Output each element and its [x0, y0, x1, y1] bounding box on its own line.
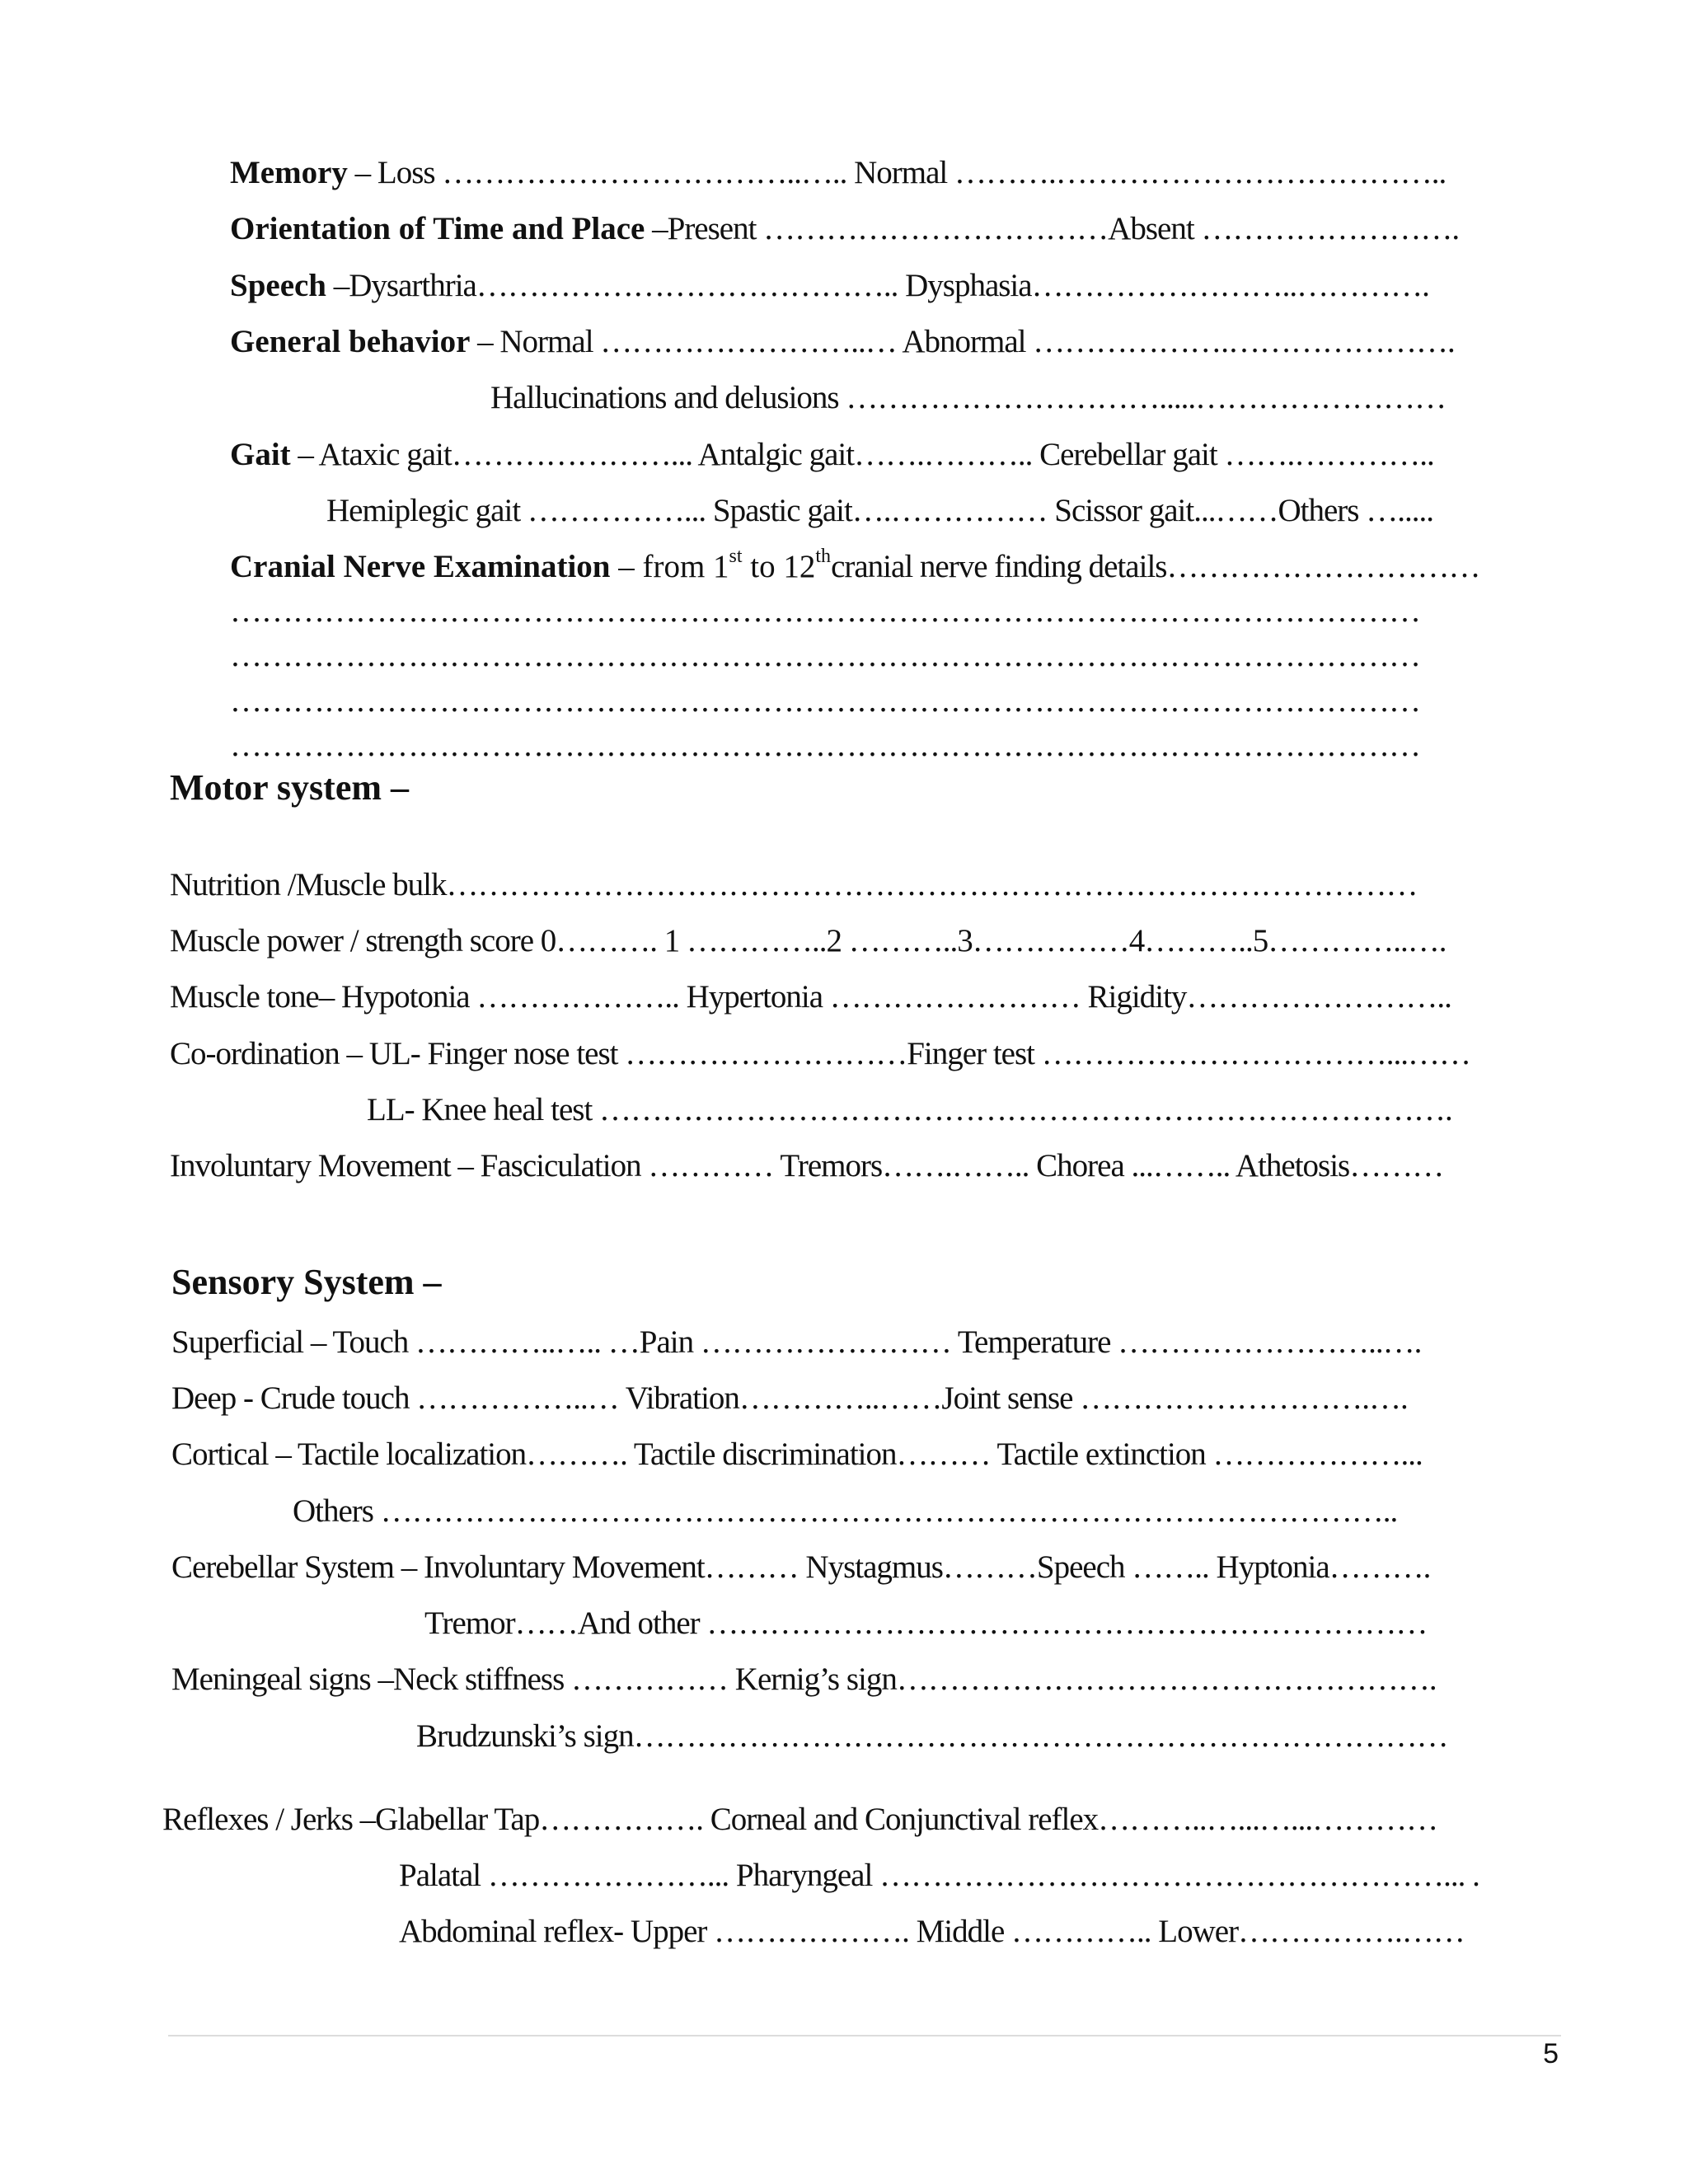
cerebellar-line: Cerebellar System – Involuntary Movement……… Nystagmus………Speech …….. Hyptonia………. [171, 1549, 1431, 1585]
speech-options: –Dysarthria………………………………….. Dysphasia……………………..…………. [326, 268, 1429, 303]
speech-label: Speech [230, 268, 326, 303]
reflexes-line: Reflexes / Jerks –Glabellar Tap……………. Corneal and Conjunctival reflex………..…...…...………… [162, 1802, 1438, 1837]
sensory-others-line: Others …………………………………………………………………………………….. [293, 1493, 1398, 1529]
behavior-line [230, 322, 1455, 362]
orientation-line [230, 209, 1459, 249]
involuntary-line: Involuntary Movement – Fasciculation ………… Tremors…….…….. Chorea ...…….. Athetosis……… [170, 1148, 1444, 1183]
coordination-line: Co-ordination – UL- Finger nose test ………………………Finger test ……………………………...…… [170, 1036, 1470, 1071]
cranial-post: cranial nerve finding details………………………… [831, 549, 1480, 584]
tone-line: Muscle tone– Hypotonia ……………….. Hypertonia …………………… Rigidity…………………….. [170, 979, 1451, 1015]
footer-divider [168, 2035, 1561, 2036]
memory-line [230, 153, 1446, 193]
abdominal-line: Abdominal reflex- Upper ………………. Middle ………….. Lower…………….…… [399, 1914, 1465, 1949]
memory-label: Memory [230, 155, 348, 190]
cranial-sup-1: st [729, 546, 743, 567]
cranial-dotline-2: …………………………………………………………………………………………………… [230, 638, 1420, 673]
cranial-sup-2: th [815, 546, 832, 567]
gait-options: – Ataxic gait…………………... Antalgic gait…….……….. Cerebellar gait …….………….. [290, 437, 1434, 472]
palatal-line: Palatal …………………... Pharyngeal ………………………………………………... . [399, 1858, 1479, 1893]
gait-label: Gait [230, 437, 291, 472]
gait-line [230, 435, 1434, 475]
behavior-label: General behavior [230, 324, 471, 359]
brudzunski-line: Brudzunski’s sign…………………………………………………………………… [416, 1718, 1448, 1754]
behavior-options: – Normal ……………………..… Abnormal ……………….…………………. [470, 324, 1455, 359]
meningeal-line: Meningeal signs –Neck stiffness …………… Kernig’s sign……………………………………………. [171, 1661, 1437, 1697]
cranial-mid: to 12 [742, 549, 816, 584]
cortical-line: Cortical – Tactile localization………. Tactile discrimination……… Tactile extinction ………………... [171, 1436, 1423, 1472]
nutrition-line: Nutrition /Muscle bulk………………………………………………………………………………… [170, 867, 1418, 902]
gait-line-2: Hemiplegic gait ……………... Spastic gait….…………… Scissor gait...……Others …..... [326, 493, 1433, 528]
superficial-line: Superficial – Touch …………..….. …Pain …………………… Temperature ……………………..…. [171, 1324, 1422, 1360]
memory-options: – Loss ……………………………..….. Normal ……….……………………………….. [347, 155, 1447, 190]
cranial-dotline-3: …………………………………………………………………………………………………… [230, 683, 1420, 719]
speech-line [230, 266, 1429, 306]
sensory-heading: Sensory System – [171, 1262, 442, 1302]
motor-heading: Motor system – [170, 767, 409, 808]
cranial-dotline-4: …………………………………………………………………………………………………… [230, 728, 1420, 763]
page-number: 5 [1543, 2038, 1559, 2069]
deep-line: Deep - Crude touch ……………..… Vibration…………..……Joint sense ……………………….…. [171, 1380, 1408, 1416]
orientation-options: –Present ……………………………Absent ……………………. [645, 211, 1460, 246]
cranial-line [230, 547, 1479, 587]
hallucinations-line: Hallucinations and delusions ………………………….....…………………… [490, 380, 1447, 415]
orientation-label: Orientation of Time and Place [230, 211, 645, 246]
cranial-label: Cranial Nerve Examination [230, 549, 611, 584]
power-line: Muscle power / strength score 0………. 1 …………..2 ………..3……………4………..5…………..…. [170, 923, 1447, 958]
cranial-pre: – from 1 [610, 549, 729, 584]
cranial-dotline-1: …………………………………………………………………………………………………… [230, 593, 1420, 629]
tremor-line: Tremor……And other …………………………………………………………… [424, 1605, 1428, 1641]
knee-heal-line: LL- Knee heal test ………………………………………………………………………. [367, 1092, 1452, 1127]
